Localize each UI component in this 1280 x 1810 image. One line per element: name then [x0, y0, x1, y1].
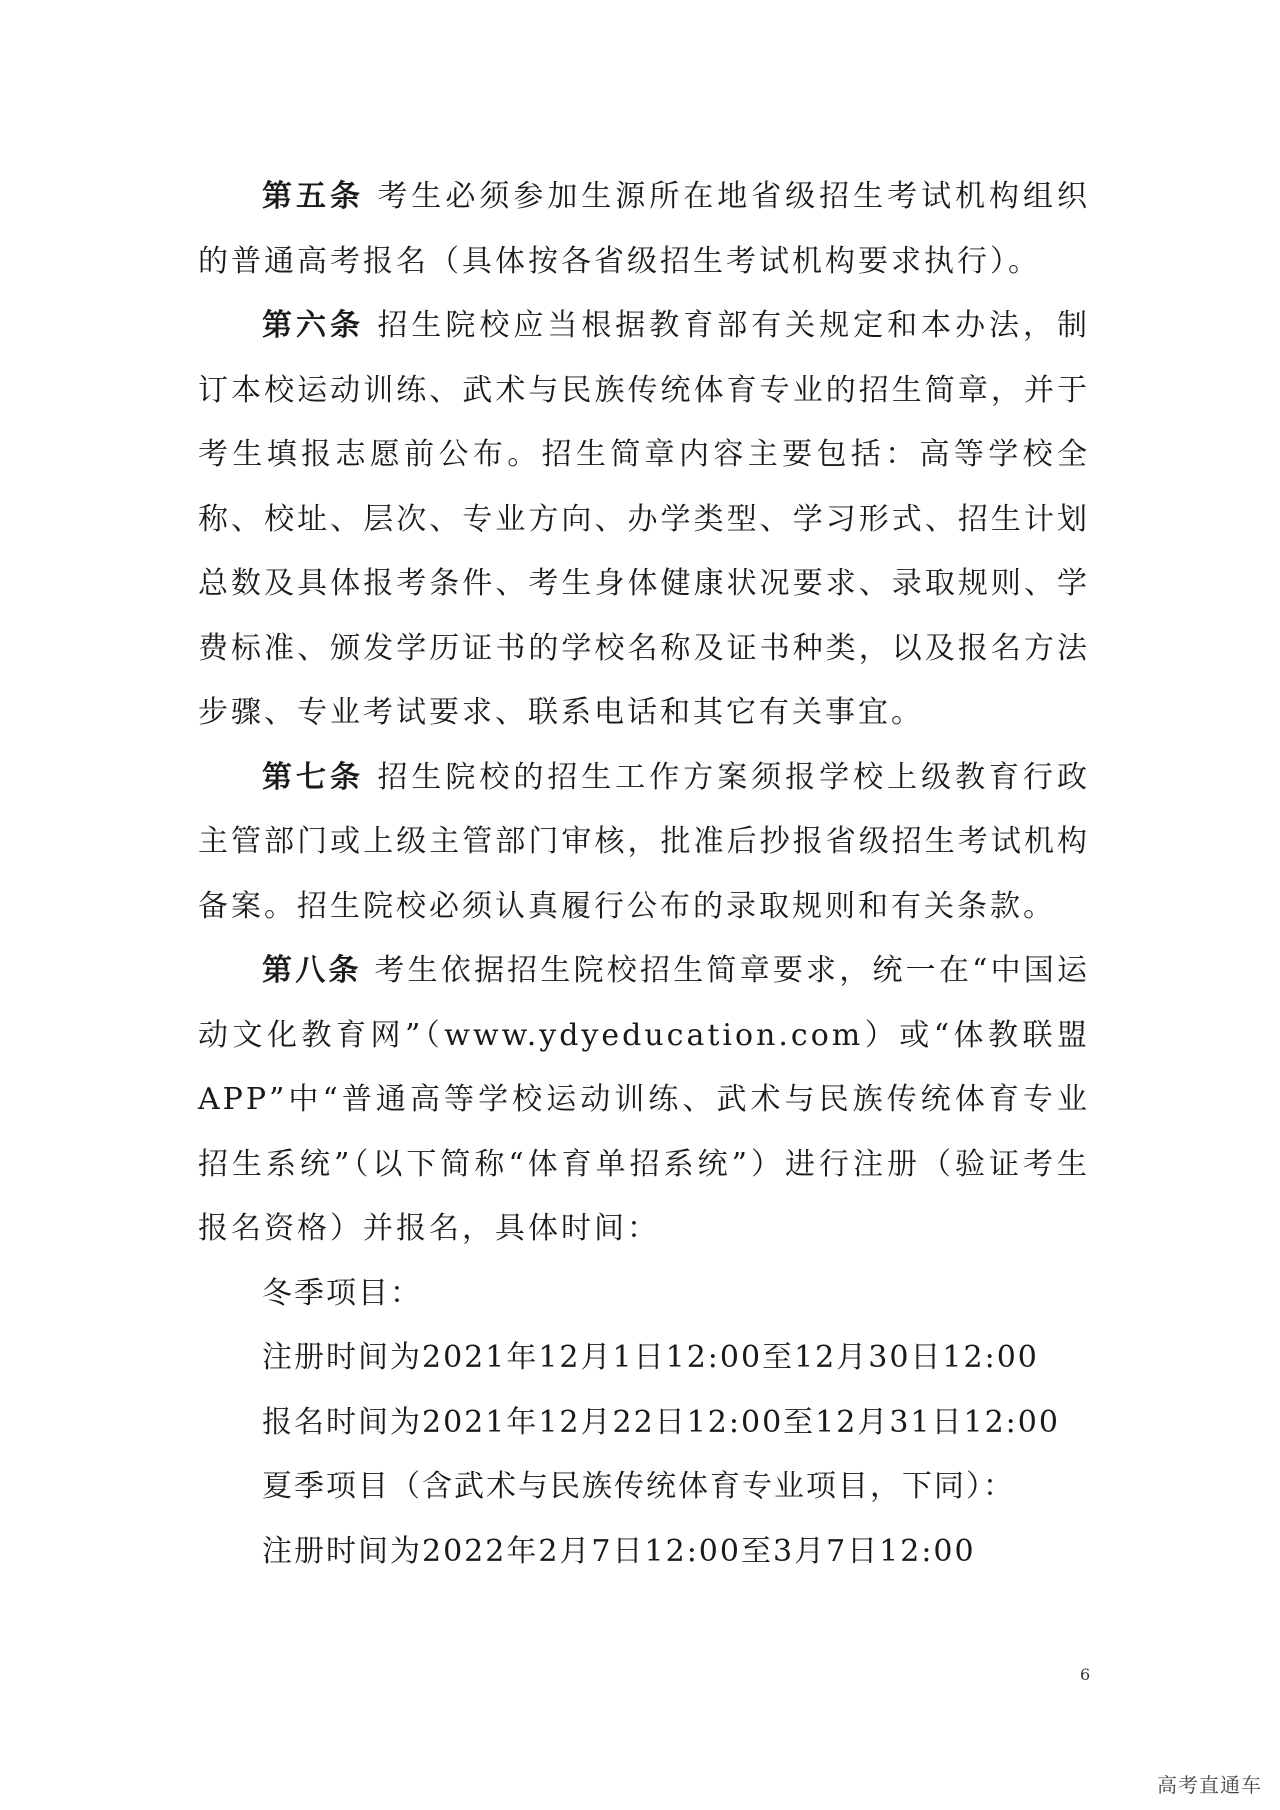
article-8 [198, 939, 1090, 1262]
article-label: 第五条 [262, 179, 364, 214]
article-label: 第八条 [262, 953, 362, 988]
document-body [198, 165, 1090, 1584]
article-label: 第六条 [262, 308, 364, 343]
summer-heading: 夏季项目（含武术与民族传统体育专业项目，下同）： [262, 1469, 1015, 1504]
article-label: 第七条 [262, 759, 364, 795]
article-text: 考生必须参加生源所在地省级招生考试机构组织的普通高考报名（具体按各省级招生考试机构要求执行）。 [198, 179, 1090, 279]
article-7 [198, 746, 1090, 940]
page-number: 6 [1080, 1665, 1091, 1684]
winter-register-time: 注册时间为2021年12月1日12:00至12月30日12:00 [262, 1340, 1039, 1375]
article-text: 招生院校应当根据教育部有关规定和本办法，制订本校运动训练、武术与民族传统体育专业的招生简章，并于考生填报志愿前公布。招生简章内容主要包括：高等学校全称、校址、层次、专业方向、办学类型、学习形式、招生计划总数及具体报考条件、考生身体健康状况要求、录取规则、学费标准、颁发学历证书的学校名称及证书种类，以及报名方法步骤、专业考试要求、联系电话和其它有关事宜。 [198, 308, 1090, 730]
summer-register-time: 注册时间为2022年2月7日12:00至3月7日12:00 [262, 1533, 976, 1569]
watermark: 高考直通车 [1157, 1773, 1262, 1797]
article-6 [198, 294, 1090, 746]
article-text: 招生院校的招生工作方案须报学校上级教育行政主管部门或上级主管部门审核，批准后抄报省级招生考试机构备案。招生院校必须认真履行公布的录取规则和有关条款。 [198, 759, 1090, 924]
article-text: 考生依据招生院校招生简章要求，统一在“中国运动文化教育网”（www.ydyeducation.com）或“体教联盟APP”中“普通高等学校运动训练、武术与民族传统体育专业招生系统”（以下简称“体育单招系统”）进行注册（验证考生报名资格）并报名，具体时间： [198, 953, 1091, 1246]
article-5 [198, 165, 1090, 294]
winter-signup-time: 报名时间为2021年12月22日12:00至12月31日12:00 [262, 1404, 1060, 1440]
winter-heading: 冬季项目： [262, 1275, 422, 1311]
